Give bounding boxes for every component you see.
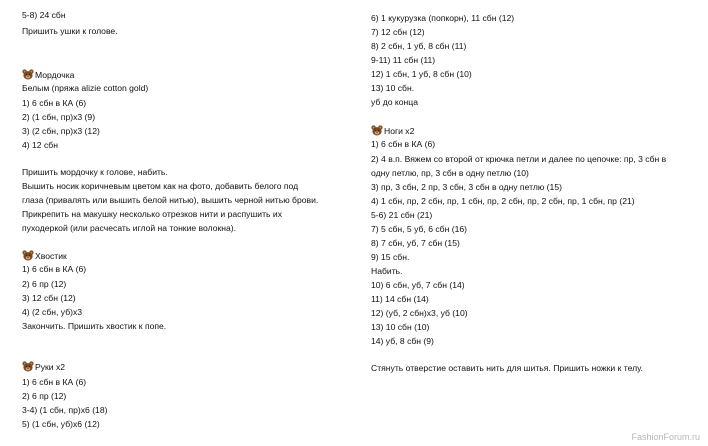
line-text: Стянуть отверстие оставить нить для шитья. Пришить ножки к телу. [371, 363, 643, 373]
left-line-8 [22, 167, 168, 178]
line-text: 14) уб, 8 сбн (9) [371, 336, 434, 346]
left-line-20 [22, 377, 86, 388]
line-text: одну петлю, пр, 3 сбн в одну петлю (10) [371, 168, 529, 178]
right-line-1 [371, 27, 425, 38]
right-line-9 [371, 154, 666, 165]
line-text: Пришить ушки к голове. [22, 26, 118, 36]
left-line-22 [22, 405, 107, 416]
left-line-9 [22, 181, 298, 192]
line-text: 2) (1 сбн, пр)х3 (9) [22, 112, 96, 122]
line-text: пуходеркой (или расчесать иглой на тонкие волокна). [22, 223, 237, 233]
left-line-13 [22, 250, 67, 264]
line-text: Прикрепить на макушку несколько отрезков нити и распушить их [22, 209, 282, 219]
right-line-22 [371, 336, 434, 347]
line-text: 1) 6 сбн в КА (6) [371, 139, 436, 149]
line-text: 5-6) 21 сбн (21) [371, 210, 433, 220]
left-line-5 [22, 112, 95, 123]
left-line-4 [22, 98, 86, 109]
line-text: 5) (1 сбн, уб)х6 (12) [22, 419, 100, 429]
line-text: 12) 1 сбн, 1 уб, 8 сбн (10) [371, 69, 472, 79]
line-text: 9-11) 11 сбн (11) [371, 55, 436, 65]
line-text: 6) 1 кукурузка (попкорн), 11 сбн (12) [371, 13, 515, 23]
left-line-3 [22, 83, 148, 94]
right-line-23 [371, 363, 643, 374]
right-line-2 [371, 41, 466, 52]
right-line-18 [371, 280, 465, 291]
line-text: 12) (уб, 2 сбн)х3, уб (10) [371, 308, 468, 318]
line-text: 4) 12 сбн [22, 140, 58, 150]
line-text: Хвостик [35, 251, 67, 261]
line-text: Руки х2 [35, 362, 66, 372]
line-text: 10) 6 сбн, уб, 7 сбн (14) [371, 280, 465, 290]
right-line-14 [371, 224, 467, 235]
line-text: Мордочка [35, 70, 75, 80]
left-line-23 [22, 419, 100, 430]
right-line-4 [371, 69, 472, 80]
line-text: 4) (2 сбн, уб)х3 [22, 307, 83, 317]
line-text: 3) пр, 3 сбн, 2 пр, 3 сбн, 3 сбн в одну петлю (15) [371, 182, 562, 192]
line-text: 8) 2 сбн, 1 уб, 8 сбн (11) [371, 41, 467, 51]
left-line-2 [22, 69, 74, 83]
line-text: 3-4) (1 сбн, пр)х6 (18) [22, 405, 108, 415]
line-text: 11) 14 сбн (14) [371, 294, 429, 304]
right-line-8 [371, 139, 435, 150]
right-line-20 [371, 308, 468, 319]
line-text: Пришить мордочку к голове, набить. [22, 167, 168, 177]
line-text: Закончить. Пришить хвостик к попе. [22, 321, 167, 331]
line-text: 13) 10 сбн. [371, 83, 415, 93]
line-text: 1) 6 сбн в КА (6) [22, 377, 87, 387]
line-text: 2) 4 в.п. Вяжем со второй от крючка петли и далее по цепочке: пр, 3 сбн в [371, 154, 667, 164]
line-text: глаза (привалять или вышить белой нитью), вышить черной нитью брови. [22, 195, 319, 205]
line-text: 4) 1 сбн, пр, 2 сбн, пр, 1 сбн, пр, 2 сбн, пр, 2 сбн, пр, 1 сбн, пр (21) [371, 196, 635, 206]
left-line-17 [22, 307, 82, 318]
right-line-10 [371, 168, 529, 179]
left-line-6 [22, 126, 100, 137]
right-line-15 [371, 238, 460, 249]
left-line-14 [22, 264, 86, 275]
right-line-21 [371, 322, 429, 333]
right-line-12 [371, 196, 635, 207]
line-text: Белым (пряжа alizie cotton gold) [22, 83, 149, 93]
right-line-5 [371, 83, 414, 94]
line-text: 9) 15 сбн. [371, 252, 410, 262]
line-text: 2) 6 пр (12) [22, 391, 67, 401]
watermark: FashionForum.ru [631, 432, 700, 442]
line-text: 1) 6 сбн в КА (6) [22, 264, 87, 274]
left-line-1 [22, 26, 118, 37]
bear-icon [22, 361, 34, 375]
line-text: 7) 5 сбн, 5 уб, 6 сбн (16) [371, 224, 467, 234]
right-line-7 [371, 125, 414, 139]
right-line-16 [371, 252, 409, 263]
bear-icon [22, 250, 34, 264]
left-line-21 [22, 391, 66, 402]
line-text: Ноги х2 [384, 126, 415, 136]
line-text: уб до конца [371, 97, 418, 107]
bear-icon [371, 125, 383, 139]
line-text: 7) 12 сбн (12) [371, 27, 425, 37]
left-line-19 [22, 361, 65, 375]
left-line-7 [22, 140, 58, 151]
left-line-16 [22, 293, 76, 304]
bear-icon [22, 69, 34, 83]
right-line-3 [371, 55, 435, 66]
right-line-6 [371, 97, 418, 108]
line-text: 3) (2 сбн, пр)х3 (12) [22, 126, 100, 136]
line-text: 13) 10 сбн (10) [371, 322, 430, 332]
right-line-0 [371, 13, 514, 24]
left-line-15 [22, 279, 66, 290]
right-line-17 [371, 266, 403, 277]
left-line-10 [22, 195, 318, 206]
left-line-0 [22, 10, 66, 21]
line-text: 5-8) 24 сбн [22, 10, 66, 20]
left-line-11 [22, 209, 282, 220]
line-text: 2) 6 пр (12) [22, 279, 67, 289]
line-text: 1) 6 сбн в КА (6) [22, 98, 87, 108]
right-line-19 [371, 294, 429, 305]
line-text: Набить. [371, 266, 403, 276]
right-line-13 [371, 210, 432, 221]
line-text: 8) 7 сбн, уб, 7 сбн (15) [371, 238, 460, 248]
left-line-18 [22, 321, 166, 332]
line-text: Вышить носик коричневым цветом как на фото, добавить белого под [22, 181, 299, 191]
right-line-11 [371, 182, 562, 193]
left-line-12 [22, 223, 236, 234]
line-text: 3) 12 сбн (12) [22, 293, 76, 303]
